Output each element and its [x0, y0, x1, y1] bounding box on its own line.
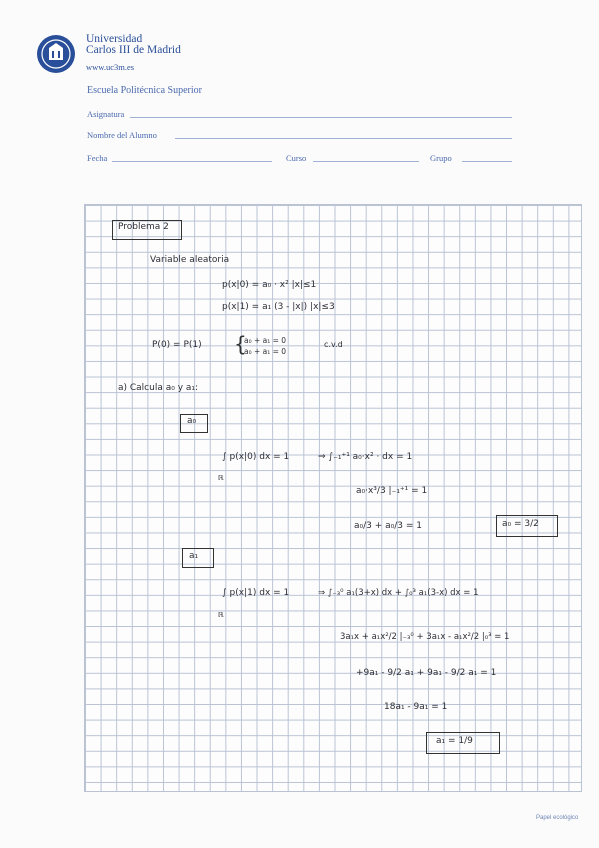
grid-paper — [84, 204, 582, 792]
a0-equation-1-rhs: ⇒ ∫₋₁⁺¹ a₀·x² · dx = 1 — [318, 452, 413, 462]
a0-equation-3: a₀/3 + a₀/3 = 1 — [354, 521, 423, 531]
alumno-label: Nombre del Alumno — [87, 130, 157, 140]
recycled-paper-mark: Papel ecológico — [536, 815, 579, 821]
prior-equation: P(0) = P(1) — [152, 340, 202, 350]
fecha-line — [112, 161, 272, 162]
pdf-equation-2: p(x|1) = a₁ (3 - |x|) |x|≤3 — [222, 302, 335, 312]
grupo-label: Grupo — [430, 153, 452, 163]
a1-equation-3: +9a₁ - 9/2 a₁ + 9a₁ - 9/2 a₁ = 1 — [356, 668, 497, 678]
a0-equation-2: a₀·x³/3 |₋₁⁺¹ = 1 — [356, 486, 428, 496]
a1-equation-1-rhs: ⇒ ∫₋₃⁰ a₁(3+x) dx + ∫₀³ a₁(3-x) dx = 1 — [318, 588, 479, 598]
grupo-line — [462, 161, 512, 162]
curso-line — [313, 161, 419, 162]
a0-equation-1-limit: ℝ — [218, 474, 224, 482]
a0-label: a₀ — [187, 416, 197, 426]
a1-equation-2: 3a₁x + a₁x²/2 |₋₃⁰ + 3a₁x - a₁x²/2 |₀³ = 1 — [340, 632, 510, 642]
a1-equation-1-limit: ℝ — [218, 611, 224, 619]
system-line-2: a₀ + a₁ = 0 — [244, 347, 287, 356]
system-note: c.v.d — [324, 340, 343, 349]
alumno-line — [175, 138, 512, 139]
school-name: Escuela Politécnica Superior — [87, 85, 202, 96]
university-line2: Carlos III de Madrid — [86, 44, 181, 56]
a1-equation-4: 18a₁ - 9a₁ = 1 — [384, 702, 448, 712]
a1-label: a₁ — [189, 551, 199, 561]
curso-label: Curso — [286, 153, 307, 163]
pdf-equation-1: p(x|0) = a₀ · x² |x|≤1 — [222, 280, 317, 290]
asignatura-line — [130, 117, 512, 118]
university-line1: Universidad — [86, 33, 143, 45]
asignatura-label: Asignatura — [87, 109, 125, 119]
a1-result: a₁ = 1/9 — [436, 736, 473, 746]
university-website: www.uc3m.es — [86, 62, 135, 72]
problem-title: Problema 2 — [118, 222, 169, 232]
a1-equation-1: ∫ p(x|1) dx = 1 — [222, 588, 290, 598]
university-seal-icon — [36, 34, 76, 74]
a0-equation-1: ∫ p(x|0) dx = 1 — [222, 452, 290, 462]
subtitle: Variable aleatoria — [150, 255, 230, 265]
university-name — [86, 34, 181, 56]
system-brace: { — [234, 332, 247, 356]
system-line-1: a₀ + a₁ = 0 — [244, 336, 287, 345]
part-a-heading: a) Calcula a₀ y a₁: — [118, 383, 199, 393]
a0-result: a₀ = 3/2 — [502, 519, 539, 529]
fecha-label: Fecha — [87, 153, 108, 163]
